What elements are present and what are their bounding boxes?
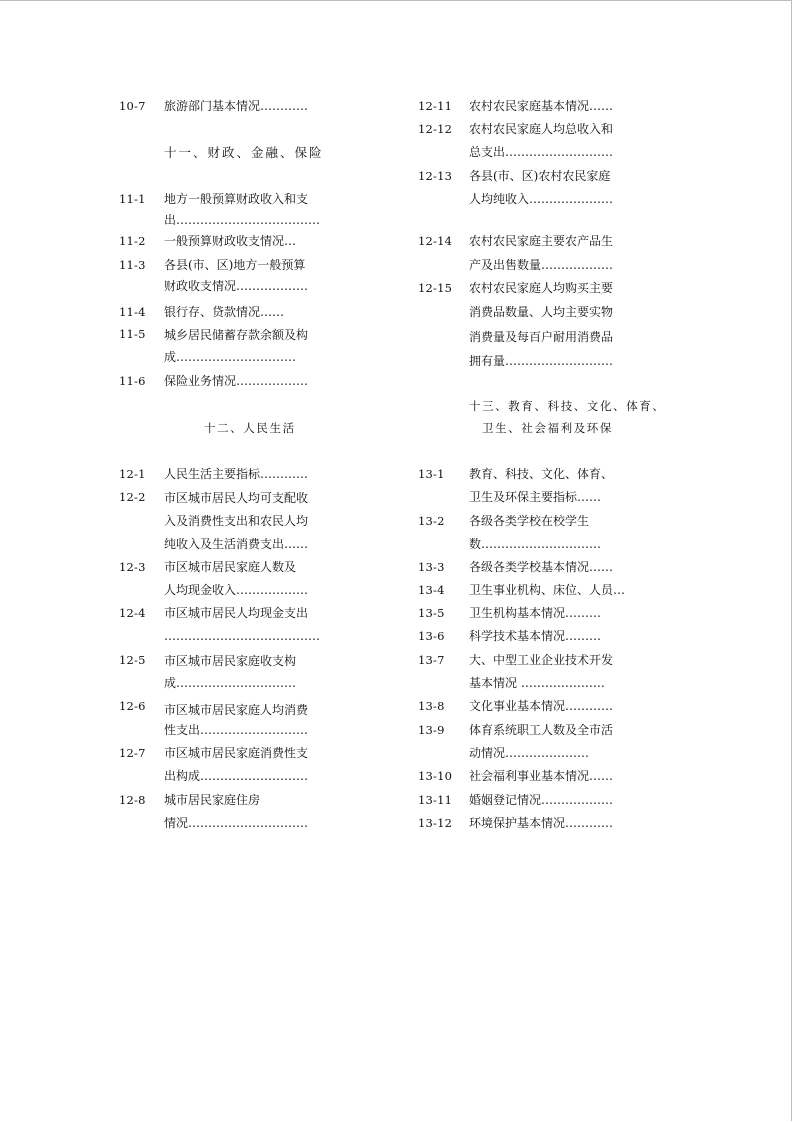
entry-title: 地方一般预算财政收入和支 <box>164 192 309 206</box>
entry-title: 各级各类学校在校学生 <box>469 514 590 528</box>
entry-title: 城乡居民储蓄存款余额及构 <box>164 328 309 342</box>
entry-number: 12-7 <box>119 746 146 760</box>
entry-title: 情况………………………… <box>164 816 309 830</box>
entry-number: 13-12 <box>418 816 453 830</box>
entry-title: 成………………………… <box>164 350 297 364</box>
entry-title: 动情况………………… <box>469 746 590 760</box>
entry-number: 13-3 <box>418 560 445 574</box>
entry-title: 城市居民家庭住房 <box>164 793 261 807</box>
entry-number: 11-5 <box>119 327 146 341</box>
entry-title: 保险业务情况……………… <box>164 374 309 388</box>
entry-title: 各县(市、区)地方一般预算 <box>164 258 306 272</box>
entry-title: 卫生机构基本情况……… <box>469 606 602 620</box>
entry-title: 消费品数量、人均主要实物 <box>469 305 614 319</box>
entry-number: 13-2 <box>418 514 445 528</box>
entry-title: 卫生事业机构、床位、人员… <box>469 583 626 597</box>
entry-number: 13-5 <box>418 606 445 620</box>
section-heading-11: 十一、财政、金融、保险 <box>164 145 324 160</box>
entry-number: 11-6 <box>119 374 146 388</box>
entry-title: 出构成……………………… <box>164 769 309 783</box>
entry-number: 13-9 <box>418 723 445 737</box>
entry-title: 人均现金收入……………… <box>164 583 309 597</box>
entry-title: 环境保护基本情况………… <box>469 816 614 830</box>
entry-title: 入及消费性支出和农民人均 <box>164 514 309 528</box>
entry-number: 11-2 <box>119 234 146 248</box>
entry-title: 性支出……………………… <box>164 723 309 737</box>
entry-title: 基本情况 ………………… <box>469 676 605 690</box>
entry-title: 农村农民家庭主要农产品生 <box>469 234 614 248</box>
entry-title: 市区城市居民家庭收支构 <box>164 654 297 668</box>
entry-title: 人民生活主要指标………… <box>164 467 309 481</box>
section-heading-13-cont: 卫生、社会福利及环保 <box>482 421 613 435</box>
entry-title: 农村农民家庭人均总收入和 <box>469 122 614 136</box>
entry-title: 旅游部门基本情况………… <box>164 99 309 113</box>
entry-title: 卫生及环保主要指标…… <box>469 490 602 504</box>
entry-number: 13-4 <box>418 583 445 597</box>
entry-title: 大、中型工业企业技术开发 <box>469 653 614 667</box>
entry-number: 12-14 <box>418 234 453 248</box>
entry-title: 各县(市、区)农村农民家庭 <box>469 169 611 183</box>
entry-title: 消费量及每百户耐用消费品 <box>469 330 614 344</box>
entry-number: 11-3 <box>119 258 146 272</box>
entry-title: 科学技术基本情况……… <box>469 629 602 643</box>
entry-number: 10-7 <box>119 99 146 113</box>
entry-number: 12-5 <box>119 653 146 667</box>
section-heading-13: 十三、教育、科技、文化、体育、 <box>469 399 666 413</box>
entry-title: ………………………………… <box>164 629 320 643</box>
entry-title: 财政收支情况……………… <box>164 279 309 293</box>
entry-title: 成………………………… <box>164 676 297 690</box>
entry-title: 婚姻登记情况……………… <box>469 793 614 807</box>
entry-title: 数………………………… <box>469 537 602 551</box>
entry-title: 人均纯收入………………… <box>469 192 614 206</box>
entry-number: 13-7 <box>418 653 445 667</box>
entry-number: 12-12 <box>418 122 453 136</box>
entry-title: 银行存、贷款情况…… <box>164 305 285 319</box>
entry-title: 各级各类学校基本情况…… <box>469 560 614 574</box>
entry-title: 农村农民家庭人均购买主要 <box>469 281 614 295</box>
entry-title: 文化事业基本情况………… <box>469 699 614 713</box>
entry-title: 总支出……………………… <box>469 145 614 159</box>
section-heading-12: 十二、人民生活 <box>204 421 296 435</box>
entry-title: 市区城市居民家庭人数及 <box>164 560 297 574</box>
entry-number: 13-10 <box>418 769 453 783</box>
entry-number: 11-4 <box>119 305 146 319</box>
entry-number: 12-8 <box>119 793 146 807</box>
entry-title: 纯收入及生活消费支出…… <box>164 537 309 551</box>
entry-title: 社会福利事业基本情况…… <box>469 769 614 783</box>
entry-title: 拥有量……………………… <box>469 354 614 368</box>
entry-number: 12-15 <box>418 281 453 295</box>
entry-title: 一般预算财政收支情况… <box>164 234 297 248</box>
entry-number: 12-13 <box>418 169 453 183</box>
entry-number: 11-1 <box>119 192 146 206</box>
entry-title: 市区城市居民家庭消费性支 <box>164 746 309 760</box>
entry-title: 产及出售数量……………… <box>469 258 614 272</box>
entry-title: 教育、科技、文化、体育、 <box>469 467 614 481</box>
entry-number: 12-2 <box>119 490 146 504</box>
entry-title: 市区城市居民人均可支配收 <box>164 491 309 505</box>
entry-number: 12-3 <box>119 560 146 574</box>
entry-number: 13-11 <box>418 793 453 807</box>
entry-title: 市区城市居民人均现金支出 <box>164 606 309 620</box>
entry-number: 13-1 <box>418 467 445 481</box>
entry-title: 出……………………………… <box>164 213 321 227</box>
entry-title: 体育系统职工人数及全市活 <box>469 723 614 737</box>
entry-title: 市区城市居民家庭人均消费 <box>164 703 309 717</box>
entry-number: 12-4 <box>119 606 146 620</box>
entry-title: 农村农民家庭基本情况…… <box>469 99 614 113</box>
entry-number: 12-11 <box>418 99 453 113</box>
entry-number: 12-1 <box>119 467 146 481</box>
entry-number: 13-8 <box>418 699 445 713</box>
entry-number: 12-6 <box>119 699 146 713</box>
entry-number: 13-6 <box>418 629 445 643</box>
